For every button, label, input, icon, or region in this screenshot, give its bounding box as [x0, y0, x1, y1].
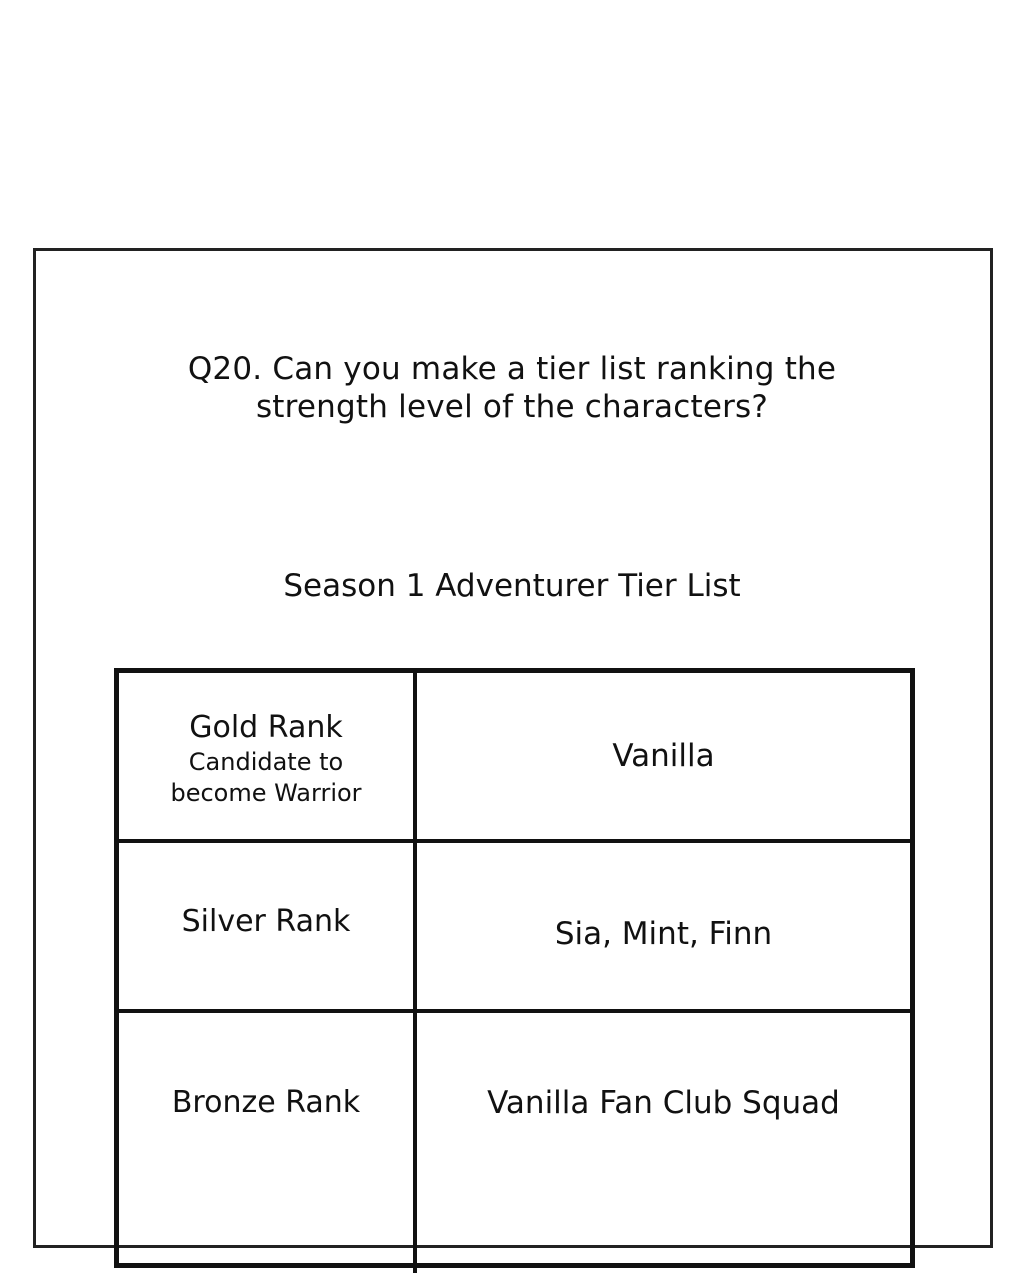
members-cell — [417, 1013, 910, 1193]
rank-name: Gold Rank — [189, 710, 343, 745]
members-text: Vanilla — [612, 738, 715, 774]
rank-cell — [119, 1013, 413, 1193]
rank-cell — [119, 673, 413, 839]
members-text: Vanilla Fan Club Squad — [487, 1085, 840, 1121]
rank-cell — [119, 843, 413, 1009]
members-cell — [417, 843, 910, 1009]
tier-row-bronze — [119, 1013, 910, 1273]
tier-list-table — [114, 668, 915, 1268]
members-cell — [417, 673, 910, 839]
tier-list-title: Season 1 Adventurer Tier List — [283, 568, 741, 604]
rank-note-line-1: Candidate to — [188, 748, 344, 776]
members-text: Sia, Mint, Finn — [554, 916, 773, 952]
question-text — [0, 350, 1024, 426]
rank-name: Bronze Rank — [171, 1085, 361, 1120]
tier-row-silver — [119, 843, 910, 1013]
rank-note-line-2: become Warrior — [170, 779, 362, 807]
question-line-1: Q20. Can you make a tier list ranking the — [187, 351, 837, 387]
question-line-2: strength level of the characters? — [255, 389, 769, 425]
rank-name: Silver Rank — [181, 904, 351, 939]
tier-row-gold — [119, 673, 910, 843]
